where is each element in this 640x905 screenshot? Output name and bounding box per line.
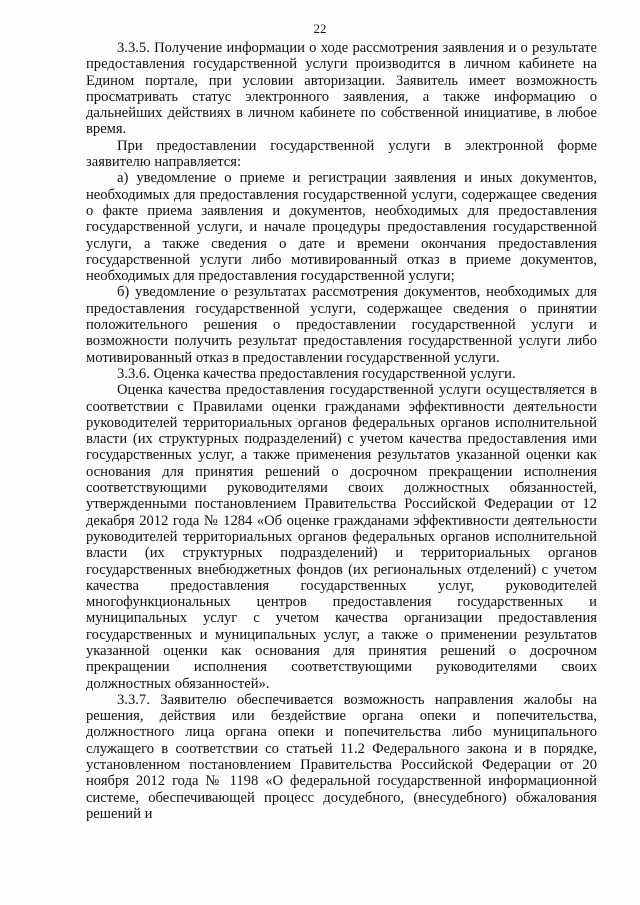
paragraph-3-3-7: 3.3.7. Заявителю обеспечивается возможность направления жалобы на решения, действия или бездействие органа опеки и попечительства, должностного лица органа опеки и попечительства либо муниципального служащего в соответствии со статьей 11.2 Федерального закона и в порядке, установленном постановлением Правительства Российской Федерации от 20 ноября 2012 года № 1198 «О федеральной государственной информационной системе, обеспечивающей процесс досудебного, (внесудебного) обжалования решений и [86, 691, 597, 822]
paragraph-notification-intro: При предоставлении государственной услуги в электронной форме заявителю направляется: [86, 137, 597, 171]
document-body [86, 40, 597, 822]
paragraph-3-3-6-heading: 3.3.6. Оценка качества предоставления государственной услуги. [117, 365, 516, 382]
paragraph-3-3-5: 3.3.5. Получение информации о ходе рассмотрения заявления и о результате предоставления государственной услуги производится в личном кабинете на Едином портале, при условии авторизации. Заявитель имеет возможность просматривать статус электронного заявления, а также информацию о дальнейших действиях в личном кабинете по собственной инициативе, в любое время. [86, 40, 597, 138]
page-number: 22 [313, 21, 327, 36]
paragraph-quality-assessment: Оценка качества предоставления государственной услуги осуществляется в соответствии с Правилами оценки гражданами эффективности деятельности руководителей территориальных органов федеральных органов исполнительной власти (их структурных подразделений) с учетом качества предоставления ими государственных услуг, а также применения результатов указанной оценки как основания для принятия решений о досрочном прекращении исполнения соответствующими руководителями своих должностных обязанностей, утвержденными постановлением Правительства Российской Федерации от 12 декабря 2012 года № 1284 «Об оценке гражданами эффективности деятельности руководителей территориальных органов федеральных органов исполнительной власти (их структурных подразделений) и территориальных органов государственных внебюджетных фондов (их региональных отделений) с учетом качества предоставления государственных услуг, руководителей многофункциональных центров предоставления государственных и муниципальных услуг с учетом качества организации предоставления государственных и муниципальных услуг, а также о применении результатов указанной оценки как основания для принятия решений о досрочном прекращении исполнения соответствующими руководителями своих должностных обязанностей». [86, 382, 597, 692]
list-item-a: а) уведомление о приеме и регистрации заявления и иных документов, необходимых для предоставления государственной услуги, содержащее сведения о факте приема заявления и документов, необходимых для предоставления государственной услуги, и начале процедуры предоставления государственной услуги, а также сведения о дате и времени окончания предоставления государственной услуги либо мотивированный отказ в приеме документов, необходимых для предоставления государственной услуги; [86, 170, 597, 285]
list-item-b: б) уведомление о результатах рассмотрения документов, необходимых для предоставления государственной услуги, содержащее сведения о принятии положительного решения о предоставлении государственной услуги и возможности получить результат предоставления государственной услуги либо мотивированный отказ в предоставлении государственной услуги. [86, 284, 597, 366]
